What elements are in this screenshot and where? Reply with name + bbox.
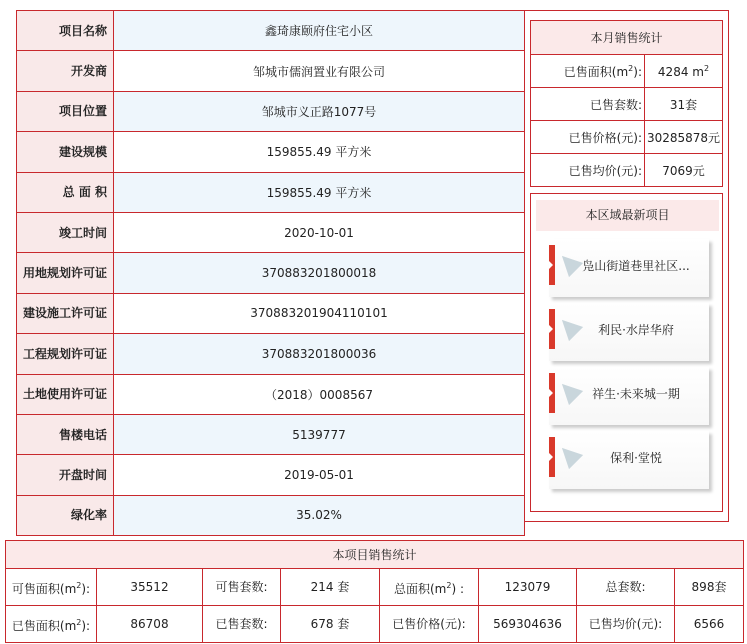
sold-avg-label: 已售均价(元):	[577, 606, 675, 643]
info-row	[17, 293, 525, 333]
info-row	[17, 51, 525, 91]
total-area-label: 总面积$(m^2)$ :	[380, 569, 479, 606]
info-value: 370883201800018	[114, 253, 525, 293]
info-label: 开发商	[17, 51, 114, 91]
region-title: 本区域最新项目	[536, 200, 719, 231]
region-project-link[interactable]	[549, 431, 709, 489]
sold-area-value: 86708	[97, 606, 203, 643]
info-value: 159855.49 平方米	[114, 132, 525, 172]
info-value: 邹城市儒润置业有限公司	[114, 51, 525, 91]
avail-units-label: 可售套数:	[203, 569, 281, 606]
info-row	[17, 414, 525, 454]
info-label: 用地规划许可证	[17, 253, 114, 293]
info-row	[17, 132, 525, 172]
avail-area-value: 35512	[97, 569, 203, 606]
project-name: 保利·堂悦	[610, 451, 662, 465]
info-row	[17, 495, 525, 535]
info-row	[17, 212, 525, 252]
info-value: 2020-10-01	[114, 212, 525, 252]
total-area-value: 123079	[479, 569, 577, 606]
info-value: 370883201904110101	[114, 293, 525, 333]
marker-icon	[549, 373, 555, 413]
project-info-table	[16, 10, 525, 536]
sold-area-label: 已售面积$(m^2)$:	[531, 55, 645, 88]
info-row	[17, 455, 525, 495]
avail-units-value: 214 套	[281, 569, 380, 606]
info-value: 鑫琦康颐府住宅小区	[114, 11, 525, 51]
sold-price-label: 已售价格(元):	[380, 606, 479, 643]
sold-price-value: 569304636	[479, 606, 577, 643]
total-units-value: 898套	[675, 569, 744, 606]
info-row	[17, 374, 525, 414]
project-sales-title: 本项目销售统计	[6, 541, 744, 569]
info-row	[17, 172, 525, 212]
info-label: 开盘时间	[17, 455, 114, 495]
sold-units-label: 已售套数:	[203, 606, 281, 643]
sold-avg-value: 6566	[675, 606, 744, 643]
info-label: 土地使用许可证	[17, 374, 114, 414]
sold-price-value: 30285878元	[645, 121, 723, 154]
info-label: 总 面 积	[17, 172, 114, 212]
project-name: 利民·水岸华府	[598, 323, 674, 337]
marker-icon	[549, 245, 555, 285]
sold-units-value: 31套	[645, 88, 723, 121]
sold-avg-value: 7069元	[645, 154, 723, 187]
info-value: 2019-05-01	[114, 455, 525, 495]
monthly-sales-table	[530, 20, 723, 187]
project-name: 凫山街道巷里社区...	[582, 259, 690, 273]
avail-area-label: 可售面积$(m^2)$:	[6, 569, 97, 606]
region-project-link[interactable]	[549, 239, 709, 297]
info-label: 绿化率	[17, 495, 114, 535]
region-project-link[interactable]	[549, 367, 709, 425]
total-units-label: 总套数:	[577, 569, 675, 606]
info-value: 邹城市义正路1077号	[114, 91, 525, 131]
info-row	[17, 334, 525, 374]
info-row	[17, 253, 525, 293]
info-label: 项目名称	[17, 11, 114, 51]
project-name: 祥生·未来城一期	[592, 387, 680, 401]
info-label: 项目位置	[17, 91, 114, 131]
monthly-sales-title: 本月销售统计	[531, 21, 723, 55]
info-label: 售楼电话	[17, 414, 114, 454]
info-value: （2018）0008567	[114, 374, 525, 414]
region-project-link[interactable]	[549, 303, 709, 361]
sold-price-label: 已售价格(元):	[531, 121, 645, 154]
sold-units-value: 678 套	[281, 606, 380, 643]
region-latest-projects	[530, 193, 723, 512]
info-label: 工程规划许可证	[17, 334, 114, 374]
info-label: 建设施工许可证	[17, 293, 114, 333]
info-label: 竣工时间	[17, 212, 114, 252]
info-label: 建设规模	[17, 132, 114, 172]
info-value: 370883201800036	[114, 334, 525, 374]
info-value: 5139777	[114, 414, 525, 454]
sold-area-label: 已售面积$(m^2)$:	[6, 606, 97, 643]
sold-area-value: 4284 $m^2$	[645, 55, 723, 88]
marker-icon	[549, 309, 555, 349]
sold-units-label: 已售套数:	[531, 88, 645, 121]
info-value: 35.02%	[114, 495, 525, 535]
info-row	[17, 11, 525, 51]
project-sales-table	[5, 540, 744, 643]
info-row	[17, 91, 525, 131]
info-value: 159855.49 平方米	[114, 172, 525, 212]
sold-avg-label: 已售均价(元):	[531, 154, 645, 187]
marker-icon	[549, 437, 555, 477]
